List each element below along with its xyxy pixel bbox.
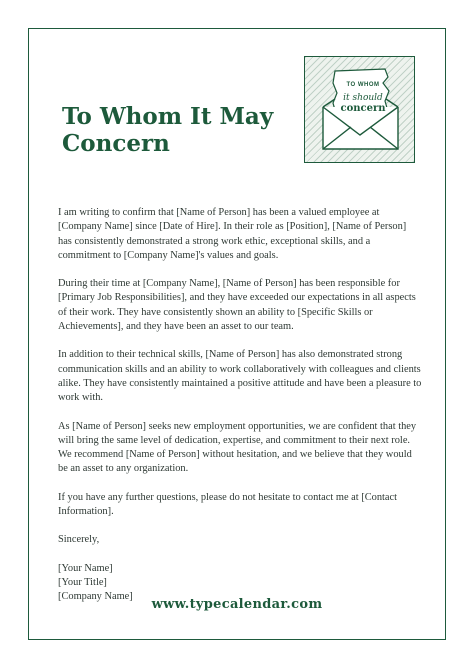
badge-text-it-should: it should [343,93,383,103]
envelope-illustration [304,56,415,163]
badge-text-concern: concern [340,103,386,114]
closing: Sincerely, [58,534,100,546]
paragraph-4: As [Name of Person] seeks new employment opportunities, we are confident that they will bring the same level of dedication, expertise, and commitment to their next role. We recommend [Name of Person] without hesitation, and we believe that they would be an asset to any organization. [58,420,417,475]
paragraph-2: During their time at [Company Name], [Name of Person] has been responsible for [Primary Job Responsibilities], and they have exceeded our expectations in all aspects of their work. They have consistently shown an ability to [Specific Skills or Achievements], and they have been an asset to our team. [58,278,416,333]
page-title: To Whom It May Concern [62,103,274,158]
letter-body [58,206,422,605]
website-link[interactable]: www.typecalendar.com [151,597,323,612]
paragraph-3: In addition to their technical skills, [Name of Person] has also demonstrated strong communication skills and an ability to work collaboratively with colleagues and clients alike. They have consistently maintained a positive attitude and have been a pleasure to work with. [58,349,422,404]
signature-company: [Company Name] [58,591,133,603]
paragraph-1: I am writing to confirm that [Name of Person] has been a valued employee at [Company Name] since [Date of Hire]. In their role as [Position], [Name of Person] has consistently demonstrated a strong work ethic, exceptional skills, and a commitment to [Company Name]'s values and goals. [58,207,407,261]
paragraph-5: If you have any further questions, please do not hesitate to contact me at [Contact Information]. [58,491,398,518]
badge-text-to-whom: TO WHOM [346,82,380,88]
signature-title: [Your Title] [58,576,107,588]
signature-name: [Your Name] [58,562,113,574]
